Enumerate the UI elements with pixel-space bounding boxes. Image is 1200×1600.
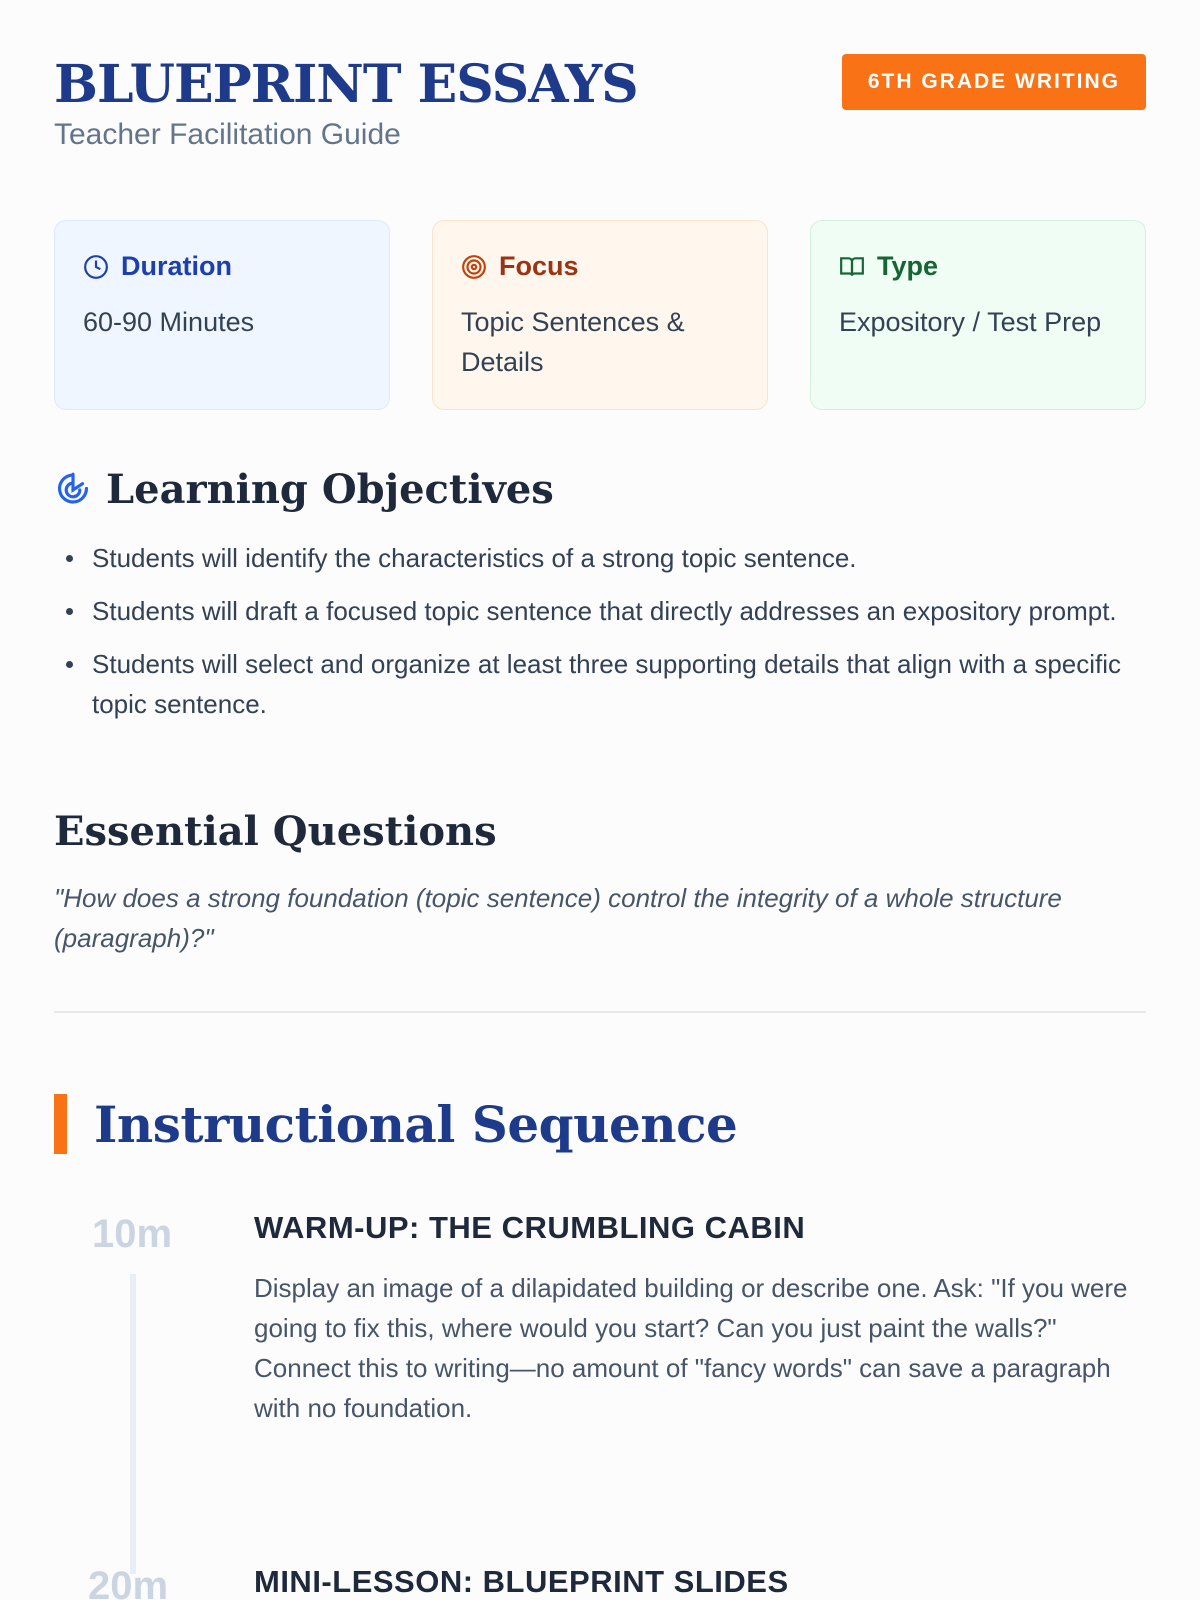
sequence-title: Instructional Sequence: [94, 1094, 738, 1154]
step-title: WARM-UP: THE CRUMBLING CABIN: [254, 1210, 806, 1245]
page-subtitle: Teacher Facilitation Guide: [54, 118, 401, 151]
timeline-line: [130, 1274, 136, 1574]
type-card: [810, 220, 1146, 410]
duration-value: 60-90 Minutes: [83, 307, 255, 337]
duration-label: Duration: [121, 251, 232, 281]
objectives-title: Learning Objectives: [106, 466, 554, 513]
objectives-heading: [54, 466, 554, 513]
focus-value: Topic Sentences & Details: [461, 307, 685, 377]
duration-card: [54, 220, 390, 410]
step-title: MINI-LESSON: BLUEPRINT SLIDES: [254, 1564, 789, 1599]
step-time: 10m: [92, 1212, 173, 1256]
objective-item: Students will identify the characteristics of a strong topic sentence.: [92, 538, 1152, 578]
goal-icon: [54, 471, 92, 509]
sequence-heading: [54, 1094, 737, 1154]
step-description: Display an image of a dilapidated building or describe one. Ask: "If you were going to fix this, where would you start? Can you just paint the walls?" Connect this to writing—no amount of "fancy words" can save a paragraph with no foundation.: [254, 1273, 1128, 1423]
essential-questions-title: Essential Questions: [54, 808, 497, 855]
focus-label: Focus: [499, 251, 579, 281]
type-value: Expository / Test Prep: [839, 307, 1102, 337]
objective-item: Students will select and organize at least three supporting details that align with a specific topic sentence.: [92, 644, 1152, 724]
essential-question-text: "How does a strong foundation (topic sentence) control the integrity of a whole structure (paragraph)?": [54, 883, 1062, 953]
step-time: 20m: [88, 1564, 169, 1600]
focus-card: [432, 220, 768, 410]
book-icon: [839, 254, 865, 280]
info-cards: [54, 220, 1146, 410]
page-header: [54, 54, 1146, 164]
target-icon: [461, 254, 487, 280]
clock-icon: [83, 254, 109, 280]
section-divider: [54, 1011, 1146, 1013]
accent-bar: [54, 1094, 67, 1154]
page-title: BLUEPRINT ESSAYS: [54, 54, 638, 115]
grade-badge: 6TH GRADE WRITING: [842, 54, 1146, 110]
type-label: Type: [877, 251, 939, 281]
objective-item: Students will draft a focused topic sentence that directly addresses an expository prompt.: [92, 591, 1152, 631]
objectives-list: [92, 538, 1152, 737]
